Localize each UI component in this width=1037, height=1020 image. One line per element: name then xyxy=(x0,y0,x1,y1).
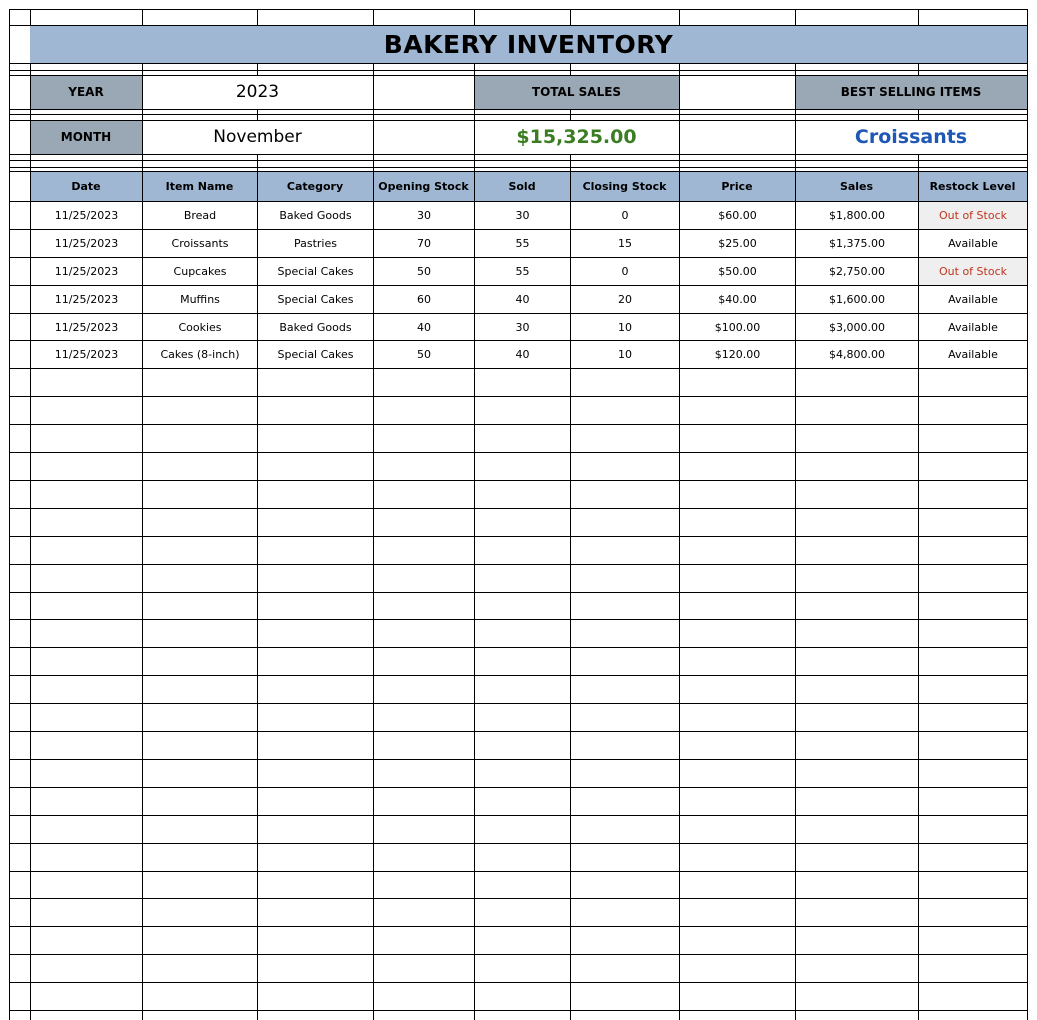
month-label: MONTH xyxy=(60,130,112,144)
grid-vline xyxy=(9,63,10,171)
page-title: BAKERY INVENTORY xyxy=(383,29,674,59)
table-cell[interactable]: 11/25/2023 xyxy=(54,348,119,362)
table-cell[interactable]: 70 xyxy=(417,236,431,250)
grid-hline xyxy=(9,647,1028,648)
grid-vline xyxy=(257,154,258,171)
table-cell[interactable]: $120.00 xyxy=(714,348,761,362)
total-sales-value: $15,325.00 xyxy=(516,126,637,148)
grid-hline xyxy=(9,25,1028,26)
month-label-cell[interactable] xyxy=(30,120,142,154)
grid-vline xyxy=(679,63,680,171)
table-cell[interactable]: Special Cakes xyxy=(277,264,354,278)
table-cell[interactable]: Available xyxy=(948,348,998,362)
grid-hline xyxy=(9,160,1028,161)
table-cell[interactable]: 30 xyxy=(515,208,530,222)
column-header[interactable]: Sales xyxy=(839,179,874,193)
table-cell[interactable]: $50.00 xyxy=(718,264,757,278)
table-cell[interactable]: Bread xyxy=(183,208,217,222)
table-cell[interactable]: Out of Stock xyxy=(919,202,1027,229)
grid-vline xyxy=(1027,25,1028,63)
table-cell[interactable]: Cookies xyxy=(178,320,222,334)
grid-vline xyxy=(257,9,258,25)
grid-hline xyxy=(9,536,1028,537)
grid-hline xyxy=(9,731,1028,732)
grid-hline xyxy=(9,898,1028,899)
grid-vline xyxy=(679,9,680,25)
table-cell[interactable]: Cupcakes xyxy=(173,264,227,278)
best-selling-value: Croissants xyxy=(854,126,968,148)
table-cell[interactable]: 55 xyxy=(515,264,530,278)
year-label-cell[interactable] xyxy=(30,75,142,109)
title-band[interactable] xyxy=(30,25,1027,63)
table-cell[interactable]: $2,750.00 xyxy=(829,264,885,278)
table-cell[interactable]: $1,600.00 xyxy=(829,292,885,306)
grid-hline xyxy=(9,9,1028,10)
column-header[interactable]: Restock Level xyxy=(929,179,1016,193)
grid-hline xyxy=(9,954,1028,955)
grid-hline xyxy=(9,815,1028,816)
grid-vline xyxy=(918,9,919,25)
grid-hline xyxy=(9,982,1028,983)
table-cell[interactable]: 11/25/2023 xyxy=(54,320,119,334)
grid-vline xyxy=(257,109,258,120)
grid-vline xyxy=(9,171,10,1020)
grid-vline xyxy=(474,9,475,25)
table-cell[interactable]: 20 xyxy=(618,292,632,306)
table-cell[interactable]: 11/25/2023 xyxy=(54,208,119,222)
total-sales-value-cell[interactable] xyxy=(474,120,679,154)
grid-vline xyxy=(1027,171,1028,1020)
grid-hline xyxy=(9,703,1028,704)
grid-vline xyxy=(1027,9,1028,25)
grid-vline xyxy=(918,63,919,75)
column-header[interactable]: Closing Stock xyxy=(582,179,667,193)
table-cell[interactable]: Cakes (8-inch) xyxy=(160,348,240,362)
column-header[interactable]: Item Name xyxy=(165,179,234,193)
grid-hline xyxy=(9,843,1028,844)
grid-hline xyxy=(9,564,1028,565)
table-cell[interactable]: 55 xyxy=(515,236,530,250)
table-cell[interactable]: 0 xyxy=(621,264,629,278)
table-cell[interactable]: Special Cakes xyxy=(277,292,354,306)
table-cell[interactable]: 30 xyxy=(417,208,431,222)
table-cell[interactable]: Baked Goods xyxy=(279,208,352,222)
grid-hline xyxy=(9,70,1028,71)
grid-hline xyxy=(9,109,1028,110)
table-cell[interactable]: 10 xyxy=(618,320,632,334)
total-sales-label-cell[interactable] xyxy=(474,75,679,109)
grid-hline xyxy=(9,452,1028,453)
table-cell[interactable]: $100.00 xyxy=(714,320,761,334)
table-cell[interactable]: $1,375.00 xyxy=(829,236,885,250)
grid-vline xyxy=(373,9,374,25)
grid-vline xyxy=(570,63,571,75)
best-selling-label-cell[interactable] xyxy=(795,75,1027,109)
column-header[interactable]: Category xyxy=(286,179,344,193)
grid-vline xyxy=(30,9,31,25)
year-value-cell[interactable] xyxy=(142,75,373,109)
table-cell[interactable]: 15 xyxy=(618,236,632,250)
best-selling-value-cell[interactable] xyxy=(795,120,1027,154)
table-cell[interactable]: $25.00 xyxy=(718,236,757,250)
grid-hline xyxy=(9,675,1028,676)
grid-hline xyxy=(9,120,1028,121)
table-cell[interactable]: Baked Goods xyxy=(279,320,352,334)
grid-hline xyxy=(9,787,1028,788)
table-cell[interactable]: 11/25/2023 xyxy=(54,236,119,250)
grid-hline xyxy=(9,154,1028,155)
grid-vline xyxy=(9,25,10,63)
grid-vline xyxy=(373,63,374,171)
table-cell[interactable]: 40 xyxy=(515,292,530,306)
grid-hline xyxy=(9,480,1028,481)
total-sales-label: TOTAL SALES xyxy=(531,85,622,99)
grid-vline xyxy=(918,154,919,171)
table-cell[interactable]: 50 xyxy=(417,348,431,362)
table-cell[interactable]: 40 xyxy=(417,320,431,334)
table-cell[interactable]: Out of Stock xyxy=(919,258,1027,285)
grid-hline xyxy=(9,619,1028,620)
table-cell[interactable]: Croissants xyxy=(171,236,229,250)
table-cell[interactable]: Pastries xyxy=(293,236,337,250)
grid-vline xyxy=(257,63,258,75)
grid-hline xyxy=(9,75,1028,76)
table-cell[interactable]: Muffins xyxy=(180,292,220,306)
table-cell[interactable]: 10 xyxy=(618,348,632,362)
table-cell[interactable]: 40 xyxy=(515,348,530,362)
grid-hline xyxy=(9,1010,1028,1011)
grid-vline xyxy=(142,63,143,171)
table-cell[interactable]: 60 xyxy=(417,292,431,306)
grid-vline xyxy=(570,154,571,171)
grid-hline xyxy=(9,592,1028,593)
grid-hline xyxy=(9,926,1028,927)
best-selling-label: BEST SELLING ITEMS xyxy=(840,85,982,99)
grid-hline xyxy=(9,508,1028,509)
table-cell[interactable]: 30 xyxy=(515,320,530,334)
grid-vline xyxy=(570,9,571,25)
month-value: November xyxy=(213,127,302,147)
table-cell[interactable]: Available xyxy=(948,236,998,250)
column-header[interactable]: Opening Stock xyxy=(378,179,469,193)
table-cell[interactable]: $3,000.00 xyxy=(829,320,885,334)
grid-hline xyxy=(9,63,1028,64)
month-value-cell[interactable] xyxy=(142,120,373,154)
table-cell[interactable]: 0 xyxy=(621,208,629,222)
grid-hline xyxy=(9,759,1028,760)
table-cell[interactable]: $40.00 xyxy=(718,292,757,306)
table-cell[interactable]: Available xyxy=(948,292,998,306)
grid-vline xyxy=(30,63,31,171)
grid-hline xyxy=(9,167,1028,168)
grid-hline xyxy=(9,424,1028,425)
column-header[interactable]: Date xyxy=(71,179,101,193)
table-cell[interactable]: 50 xyxy=(417,264,431,278)
grid-vline xyxy=(918,109,919,120)
table-cell[interactable]: Available xyxy=(948,320,998,334)
table-cell[interactable]: $4,800.00 xyxy=(829,348,885,362)
grid-hline xyxy=(9,396,1028,397)
grid-hline xyxy=(9,871,1028,872)
table-cell[interactable]: 11/25/2023 xyxy=(54,264,119,278)
grid-vline xyxy=(570,109,571,120)
table-cell[interactable]: 11/25/2023 xyxy=(54,292,119,306)
grid-vline xyxy=(795,63,796,171)
grid-vline xyxy=(1027,63,1028,171)
table-cell[interactable]: Special Cakes xyxy=(277,348,354,362)
table-cell[interactable]: $1,800.00 xyxy=(829,208,885,222)
grid-vline xyxy=(795,9,796,25)
grid-hline xyxy=(9,114,1028,115)
grid-vline xyxy=(474,63,475,171)
grid-vline xyxy=(142,9,143,25)
column-header[interactable]: Price xyxy=(721,179,753,193)
column-header[interactable]: Sold xyxy=(508,179,536,193)
table-cell[interactable]: $60.00 xyxy=(718,208,757,222)
year-value: 2023 xyxy=(235,82,280,102)
year-label: YEAR xyxy=(68,85,104,99)
grid-vline xyxy=(9,9,10,25)
